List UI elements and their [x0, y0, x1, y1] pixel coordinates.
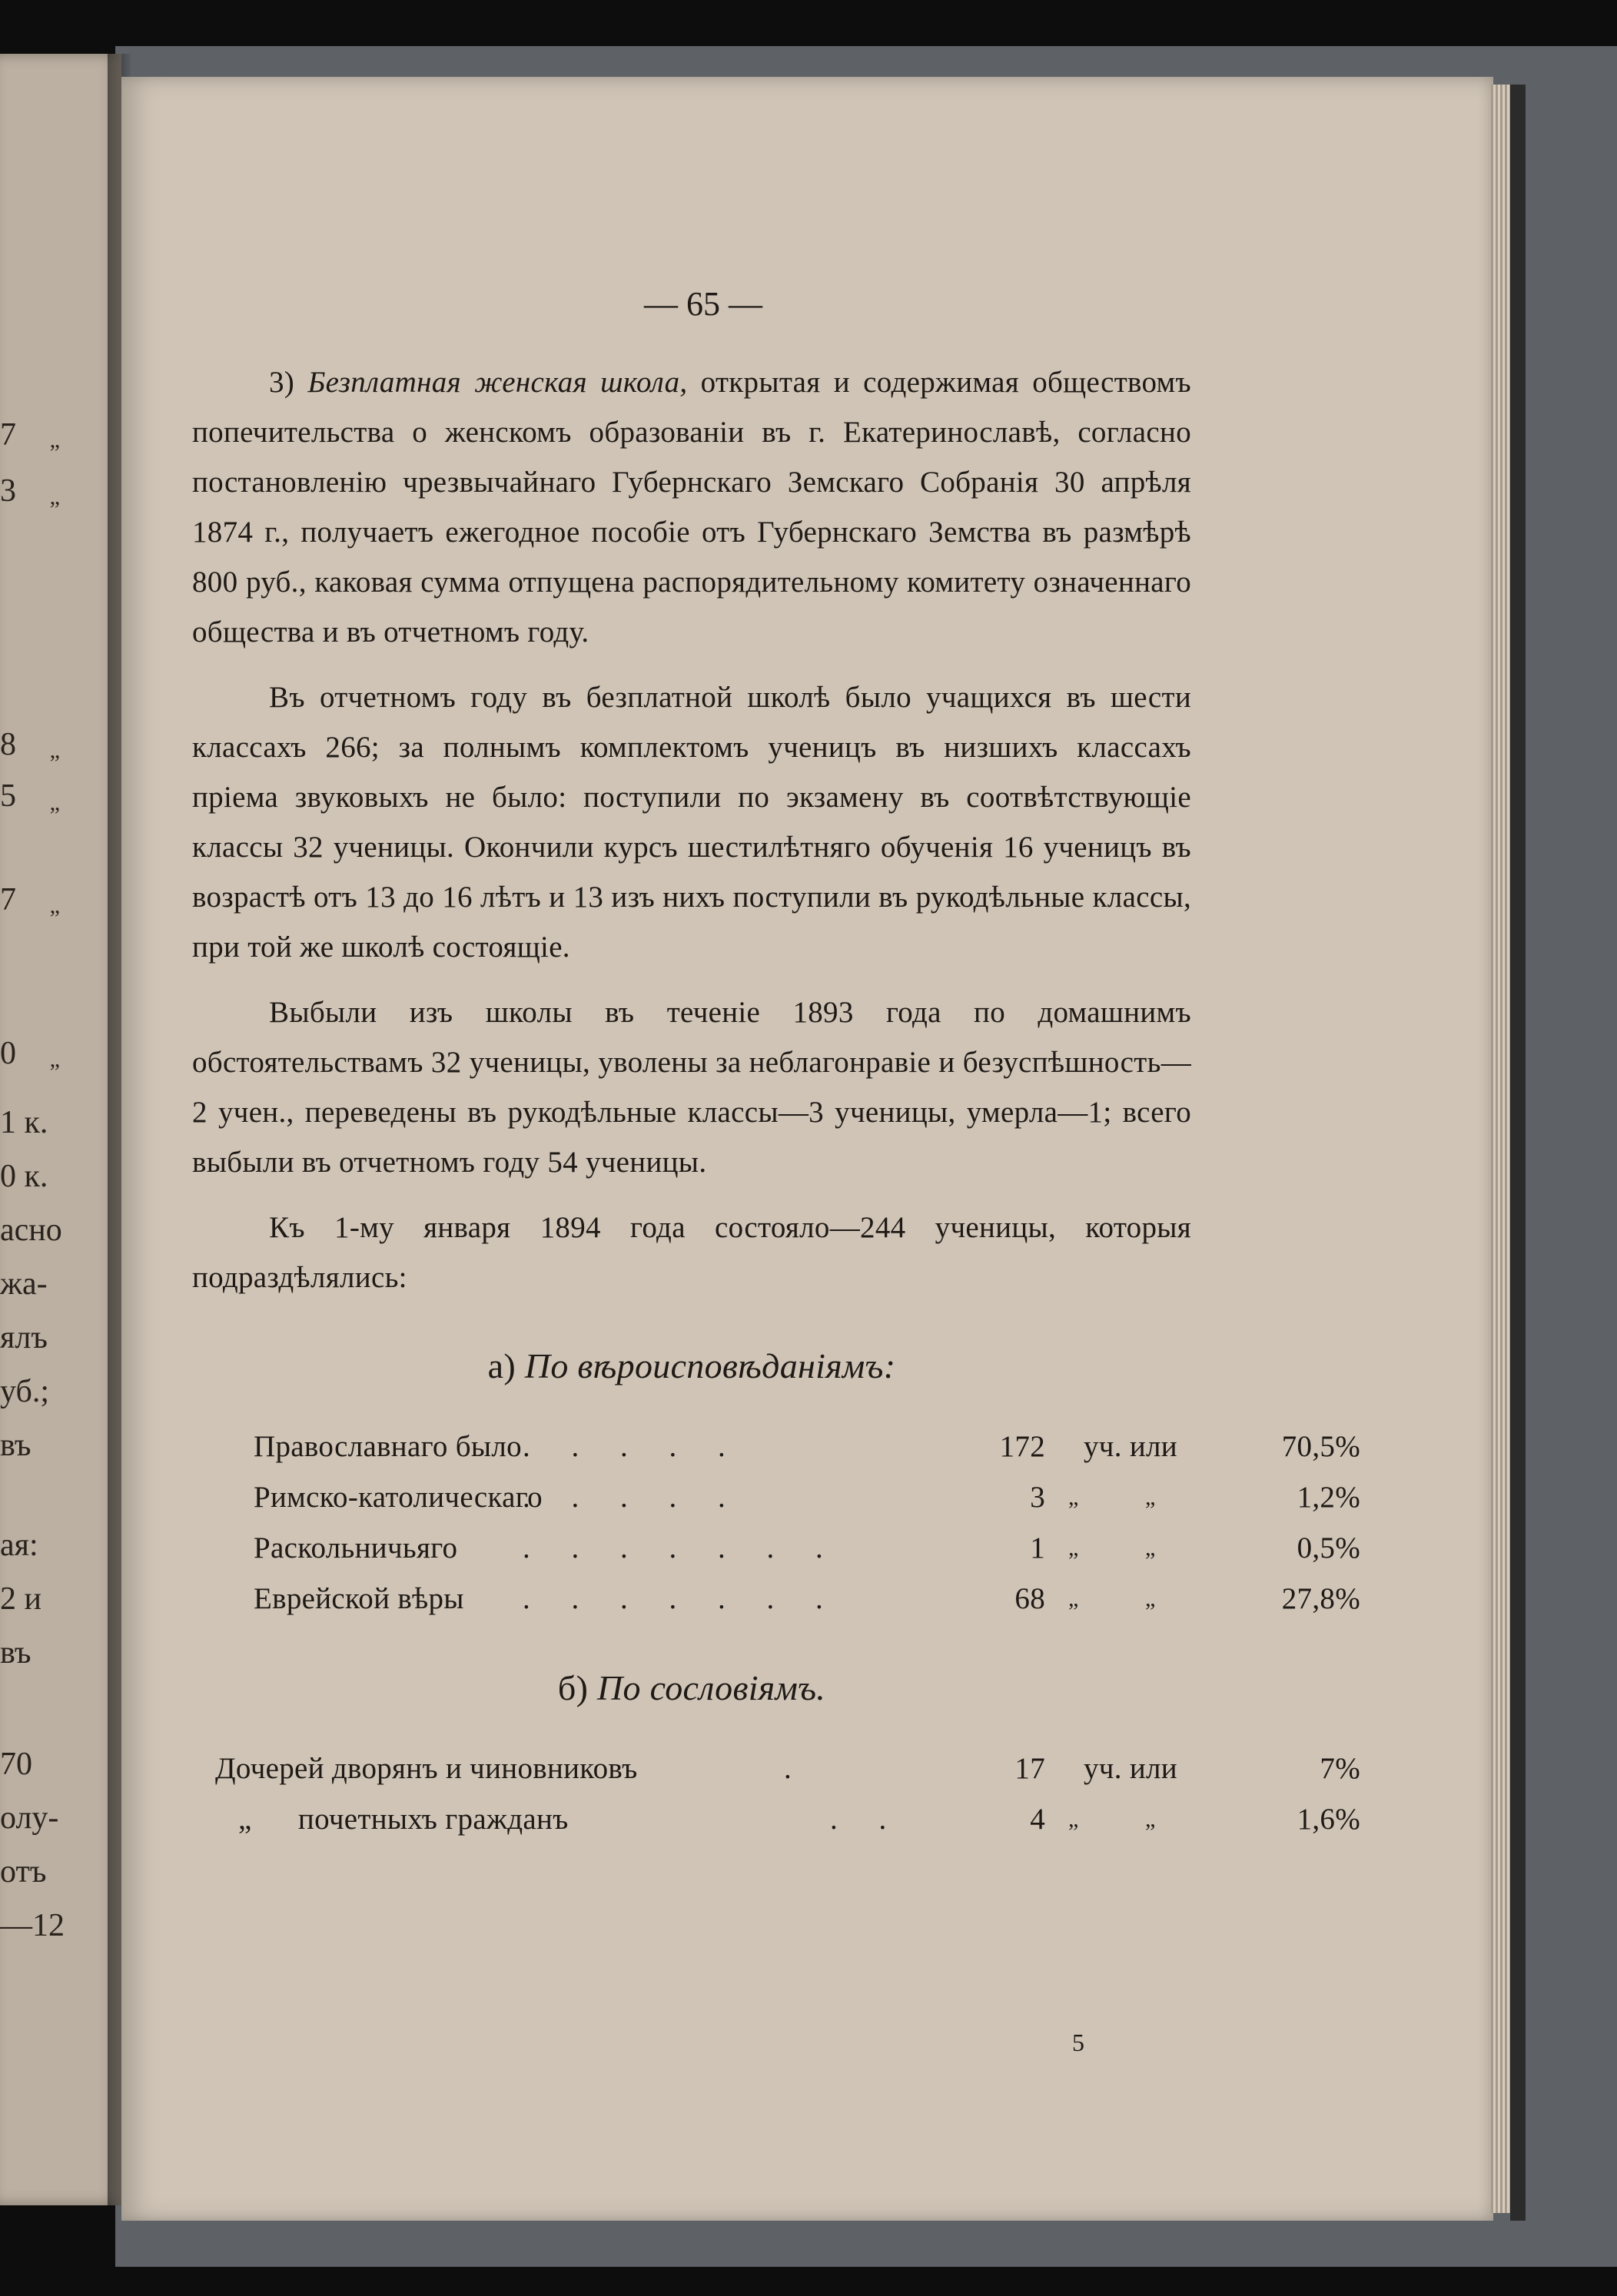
row-leader: . — [784, 1752, 808, 1785]
page-number: — 65 — — [644, 285, 762, 323]
fragment: въ — [0, 1635, 32, 1671]
fragment: ялъ — [0, 1320, 48, 1355]
row-percent: 0,5% — [1297, 1531, 1360, 1564]
ditto-mark: „ — [1068, 1485, 1079, 1510]
row-label: Православнаго было — [254, 1430, 522, 1463]
section-heading-religion — [192, 1341, 1191, 1391]
fragment: 0 — [0, 1036, 16, 1071]
table-row — [192, 1523, 1360, 1574]
fragment: жа- — [0, 1266, 48, 1302]
row-label: Раскольничьяго — [254, 1531, 458, 1564]
table-row — [192, 1422, 1360, 1472]
fragment: 3 — [0, 473, 16, 509]
table-row — [192, 1794, 1360, 1845]
row-leader: . . . . . . . — [523, 1582, 840, 1615]
row-count: 172 — [999, 1430, 1045, 1463]
printer-signature: 5 — [1072, 2029, 1084, 2056]
row-count: 17 — [1014, 1752, 1045, 1785]
ditto-mark: „ — [1145, 1535, 1156, 1561]
section-prefix: а) — [487, 1346, 525, 1385]
fragment: олу- — [0, 1800, 59, 1836]
fragment: 7 — [0, 417, 16, 453]
row-label: Римско-католическаго — [254, 1481, 543, 1514]
paragraph: Въ отчетномъ году въ безплатной школѣ было учащихся въ шести классахъ 266; за полнымъ комплектомъ ученицъ въ низшихъ классахъ пріема звуковыхъ не было: поступили по экзамену въ соотвѣтствующіе классы 32 ученицы. Окончили курсъ шестилѣтняго обученія 16 ученицъ въ возрастѣ отъ 13 до 16 лѣтъ и 13 изъ нихъ поступили въ рукодѣльные классы, при той же школѣ состоящіе. — [192, 681, 1191, 964]
row-label: Дочерей дворянъ и чиновниковъ — [215, 1752, 638, 1785]
fragment-quote: „ — [49, 1047, 60, 1072]
cover-edge — [1510, 85, 1526, 2221]
fragment: —12 — [0, 1908, 65, 1943]
religion-table — [192, 1422, 1360, 1624]
section-title: По вѣроисповѣданіямъ: — [524, 1346, 896, 1385]
fragment: уб.; — [0, 1374, 49, 1409]
row-label: „ почетныхъ гражданъ — [238, 1803, 569, 1836]
page-body — [192, 277, 1360, 1845]
page-edges — [1491, 85, 1512, 2213]
row-percent: 1,6% — [1297, 1803, 1360, 1836]
row-percent: 70,5% — [1281, 1430, 1360, 1463]
row-unit: уч. или — [1084, 1430, 1177, 1463]
row-count: 68 — [1014, 1582, 1045, 1615]
section-prefix: б) — [557, 1668, 598, 1707]
estate-table — [192, 1744, 1360, 1845]
paragraph-lead: 3) — [269, 366, 308, 399]
fragment: 1 к. — [0, 1105, 48, 1140]
row-count: 4 — [1030, 1803, 1045, 1836]
fragment: 2 и — [0, 1581, 42, 1617]
row-leader: . . . . . . . — [523, 1531, 840, 1564]
row-percent: 7% — [1320, 1752, 1360, 1785]
paragraph — [192, 357, 1191, 657]
ditto-mark: „ — [1145, 1807, 1156, 1832]
fragment: асно — [0, 1213, 62, 1248]
row-unit: уч. или — [1084, 1752, 1177, 1785]
table-row — [192, 1574, 1360, 1624]
ditto-mark: „ — [1145, 1485, 1156, 1510]
ditto-mark: „ — [1145, 1586, 1156, 1611]
paragraph: Выбыли изъ школы въ теченіе 1893 года по домашнимъ обстоятельствамъ 32 ученицы, уволены за неблагонравіе и безуспѣшность—2 учен., переведены въ рукодѣльные классы—3 ученицы, умерла—1; всего выбыли въ отчетномъ году 54 ученицы. — [192, 996, 1191, 1179]
ditto-mark: „ — [1068, 1807, 1079, 1832]
fragment: ая: — [0, 1528, 38, 1563]
row-count: 3 — [1030, 1481, 1045, 1514]
fragment-quote: „ — [49, 790, 60, 815]
school-name: Безплатная женская школа, — [307, 366, 688, 399]
ditto-mark: „ — [1068, 1535, 1079, 1561]
section-title: По сословіямъ. — [597, 1668, 826, 1707]
fragment-quote: „ — [49, 893, 60, 918]
ditto-mark: „ — [1068, 1586, 1079, 1611]
row-leader: . . — [830, 1803, 904, 1836]
table-row — [192, 1472, 1360, 1523]
row-count: 1 — [1030, 1531, 1045, 1564]
paragraph-text: открытая и содержимая обществомъ попечительства о женскомъ образованіи въ г. Екатеринославѣ, согласно постановленію чрезвычайнаго Губернскаго Земскаго Собранія 30 апрѣля 1874 г., получаетъ ежегодное пособіе отъ Губернскаго Земства въ размѣрѣ 800 руб., каковая сумма отпущена распорядительному комитету означеннаго общества и въ отчетномъ году. — [192, 366, 1191, 649]
fragment: 5 — [0, 778, 16, 814]
row-percent: 1,2% — [1297, 1481, 1360, 1514]
fragment: 8 — [0, 727, 16, 762]
fragment-quote: „ — [49, 427, 60, 453]
fragment: 7 — [0, 882, 16, 917]
row-percent: 27,8% — [1281, 1582, 1360, 1615]
row-leader: . . . . . — [523, 1481, 742, 1514]
row-leader: . . . . . — [523, 1430, 742, 1463]
fragment: въ — [0, 1428, 32, 1463]
table-row — [192, 1744, 1360, 1794]
fragment-quote: „ — [49, 738, 60, 763]
fragment: 0 к. — [0, 1159, 48, 1194]
paragraph: Къ 1-му января 1894 года состояло—244 ученицы, которыя подраздѣлялись: — [192, 1211, 1191, 1294]
fragment: 70 — [0, 1747, 32, 1782]
section-heading-estate — [192, 1663, 1191, 1713]
row-label: Еврейской вѣры — [254, 1582, 464, 1615]
fragment-quote: „ — [49, 484, 60, 509]
fragment: отъ — [0, 1854, 47, 1890]
